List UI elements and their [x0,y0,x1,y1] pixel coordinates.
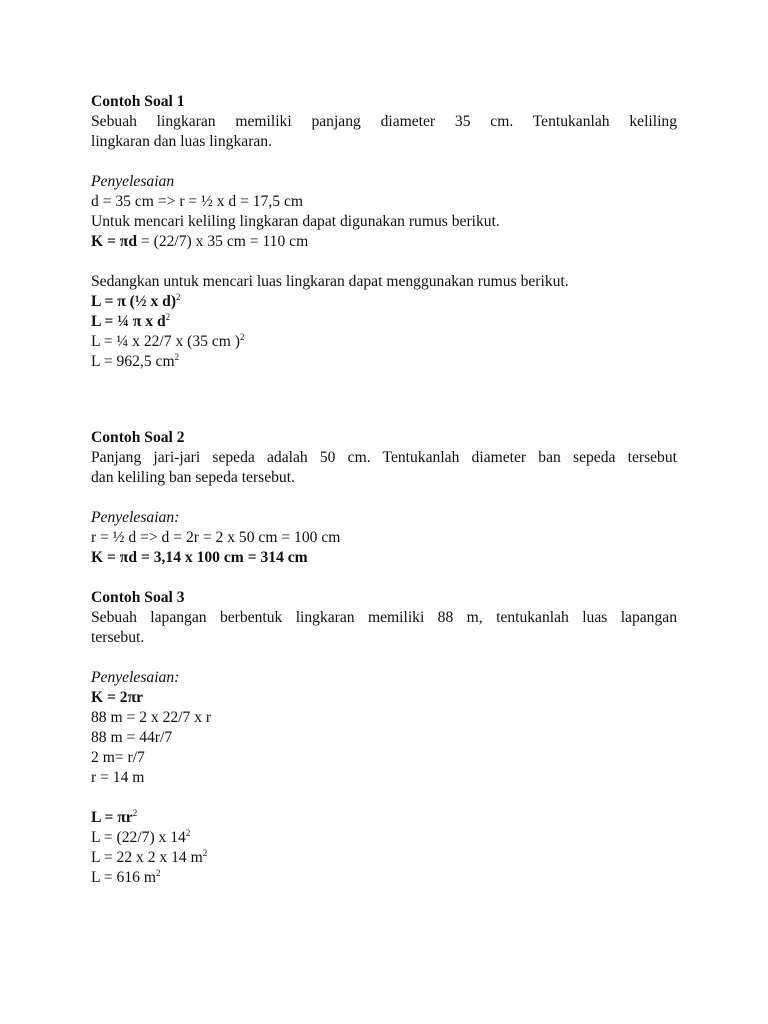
soal1-formula2-text: L = ¼ π x d [91,313,166,330]
soal3-area3-text: L = 22 x 2 x 14 m [91,849,203,866]
soal3-area1-text: L = πr [91,809,133,826]
soal3-step4: 2 m= r/7 [91,749,145,766]
soal1-formula2-exponent: 2 [165,312,171,322]
soal1-step3 [91,232,677,252]
soal1-formula3-text: L = ¼ x 22/7 x (35 cm ) [91,333,240,350]
soal1-formula3-exponent: 2 [239,332,245,342]
soal1-formula4 [91,352,677,372]
soal3-step5: r = 14 m [91,769,145,786]
soal1-solution-label: Penyelesaian [91,173,175,190]
soal1-step2: Untuk mencari keliling lingkaran dapat digunakan rumus berikut. [91,213,500,230]
soal1-step4: Sedangkan untuk mencari luas lingkaran dapat menggunakan rumus berikut. [91,273,569,290]
soal1-question-line1: Sebuah lingkaran memiliki panjang diameter 35 cm. Tentukanlah keliling [91,113,677,130]
soal2-question-line2: dan keliling ban sepeda tersebut. [91,469,295,486]
soal3-area4-text: L = 616 m [91,869,156,886]
soal1-formula2 [91,312,677,332]
soal3-area3 [91,848,677,868]
soal3-question-line2: tersebut. [91,629,145,646]
soal1-formula1-text: L = π (½ x d) [91,293,177,310]
soal1-step3-formula: K = πd [91,233,138,250]
soal3-step3: 88 m = 44r/7 [91,729,173,746]
document-content [91,92,677,888]
soal1-step1: d = 35 cm => r = ½ x d = 17,5 cm [91,193,304,210]
soal2-step1: r = ½ d => d = 2r = 2 x 50 cm = 100 cm [91,529,341,546]
soal2-title: Contoh Soal 2 [91,429,185,446]
soal3-area2-text: L = (22/7) x 14 [91,829,186,846]
soal3-step2: 88 m = 2 x 22/7 x r [91,709,212,726]
soal1-title: Contoh Soal 1 [91,93,185,110]
soal1-step3-result: = (22/7) x 35 cm = 110 cm [137,233,309,250]
soal1-formula1 [91,292,677,312]
soal2-question-line1: Panjang jari-jari sepeda adalah 50 cm. Tentukanlah diameter ban sepeda tersebut [91,449,677,466]
soal1-question-line2: lingkaran dan luas lingkaran. [91,133,273,150]
soal1-formula4-text: L = 962,5 cm [91,353,175,370]
soal1-formula1-exponent: 2 [176,292,181,302]
soal3-area4 [91,868,677,888]
soal3-question-line1: Sebuah lapangan berbentuk lingkaran memiliki 88 m, tentukanlah luas lapangan [91,609,677,626]
soal1-formula3 [91,332,677,352]
soal3-area1-exponent: 2 [132,808,138,818]
soal3-area2 [91,828,677,848]
soal3-area1 [91,808,677,828]
soal3-area3-exponent: 2 [202,848,208,858]
soal2-solution-label: Penyelesaian: [91,509,180,526]
soal3-area4-exponent: 2 [155,868,161,878]
soal1-formula4-exponent: 2 [174,352,180,362]
soal3-area2-exponent: 2 [185,828,191,838]
soal2-step2: K = πd = 3,14 x 100 cm = 314 cm [91,549,308,566]
soal3-solution-label: Penyelesaian: [91,669,180,686]
soal3-title: Contoh Soal 3 [91,589,185,606]
soal3-step1: K = 2πr [91,689,144,706]
